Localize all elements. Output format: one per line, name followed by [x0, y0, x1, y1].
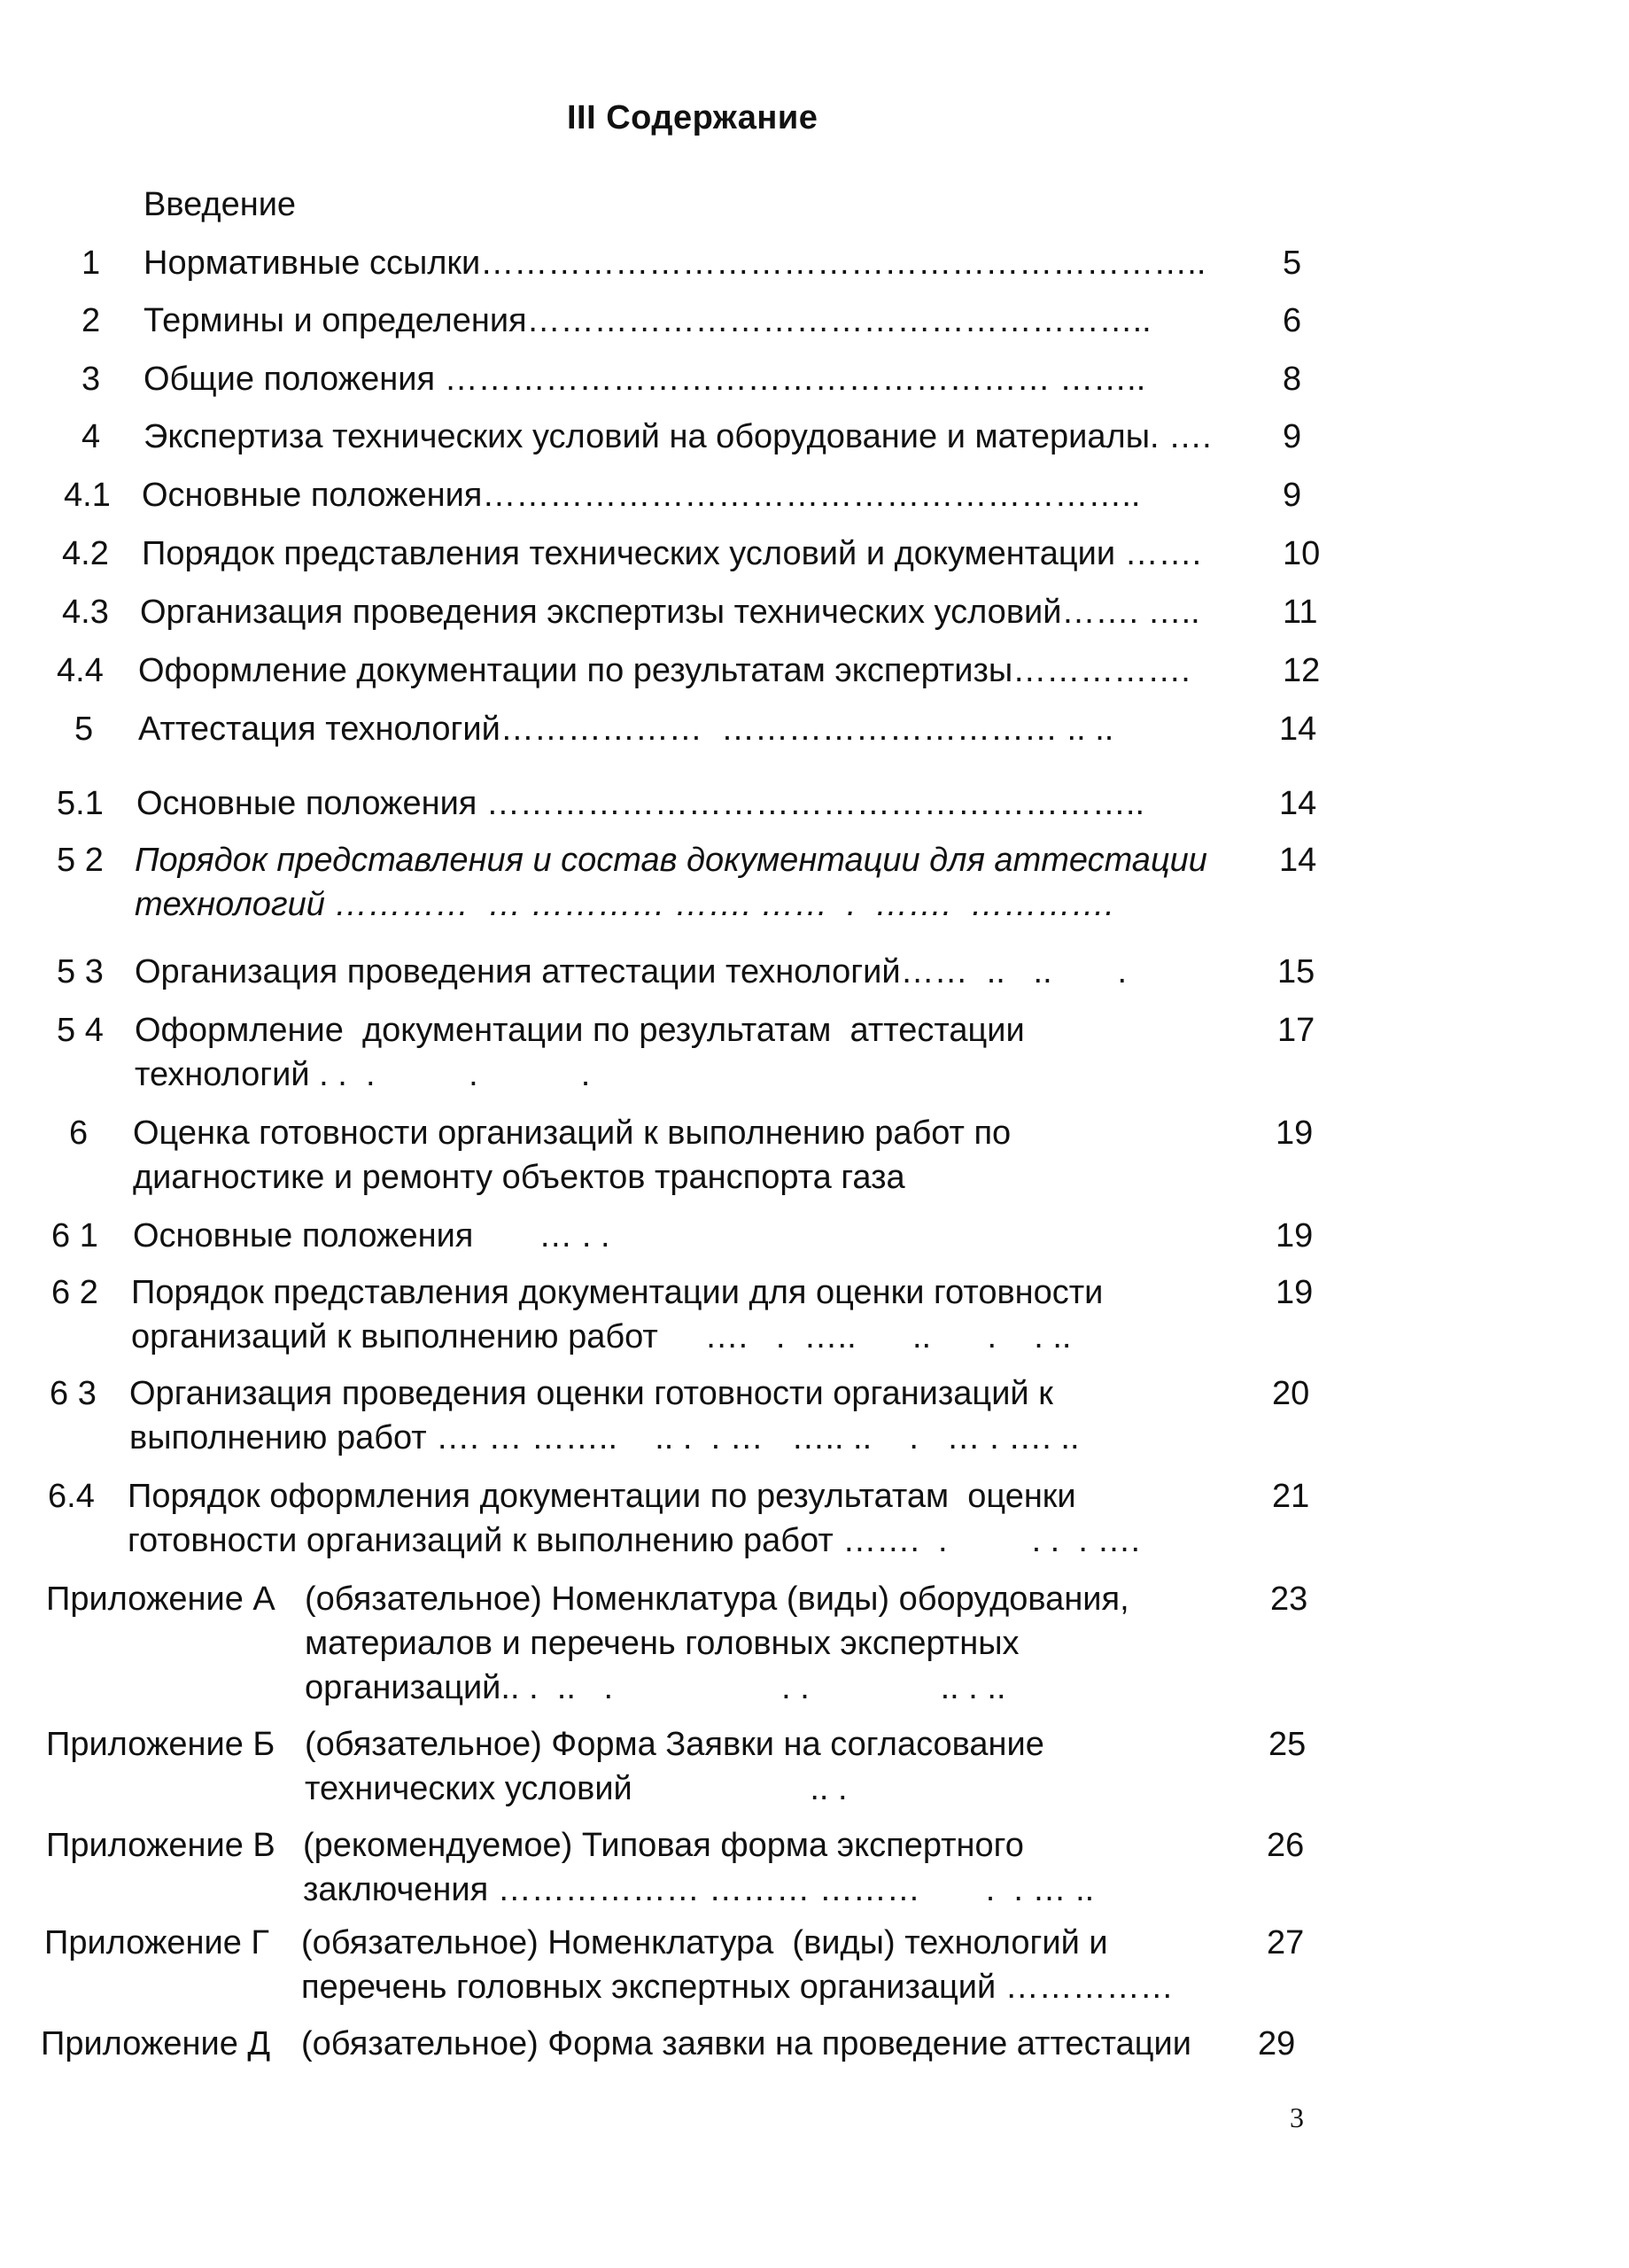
toc-entry-title: Термины и определения……………………………………………….. [144, 302, 1152, 339]
toc-entry-page: 15 [1277, 953, 1315, 990]
page-title: III Содержание [567, 99, 818, 136]
toc-entry-title: Оформление документации по результатам аттестации [135, 1012, 1025, 1049]
toc-entry-page: 26 [1267, 1827, 1305, 1864]
toc-entry-number: 6 [69, 1115, 89, 1152]
toc-entry-title: Общие положения ……………………………………………… …….. [144, 361, 1146, 398]
toc-entry-page: 19 [1276, 1115, 1314, 1152]
toc-entry-page: 14 [1279, 785, 1317, 822]
toc-entry-page: 9 [1283, 418, 1302, 455]
toc-entry-title: Порядок представления документации для оценки готовности [131, 1274, 1104, 1311]
toc-entry-number: Приложение А [46, 1581, 275, 1618]
toc-entry-number: 1 [81, 245, 101, 282]
toc-entry-page: 23 [1270, 1581, 1308, 1618]
toc-entry-title: перечень головных экспертных организаций …………… [301, 1969, 1174, 2006]
toc-entry-page: 6 [1283, 302, 1302, 339]
toc-entry-page: 19 [1276, 1274, 1314, 1311]
toc-entry-page: 12 [1283, 652, 1321, 689]
toc-entry-title: (обязательное) Номенклатура (виды) оборудования, [305, 1581, 1129, 1618]
toc-entry-title: Организация проведения экспертизы технических условий……. ….. [140, 594, 1200, 631]
toc-entry-number: 4 [81, 418, 101, 455]
toc-entry-number: 5 4 [57, 1012, 104, 1049]
toc-entry-title: Порядок представления технических условий и документации ……. [142, 535, 1202, 572]
toc-entry-title: материалов и перечень головных экспертных [305, 1625, 1020, 1662]
toc-entry-title: заключения ……………… ……… ……… . . … .. [303, 1871, 1095, 1908]
toc-entry-page: 29 [1258, 2025, 1296, 2062]
toc-entry-number: Приложение Г [44, 1924, 270, 1961]
toc-entry-page: 5 [1283, 245, 1302, 282]
toc-entry-title: организаций к выполнению работ …. . ….. .. . . .. [131, 1318, 1072, 1355]
toc-entry-number: 5 2 [57, 842, 104, 879]
toc-intro [144, 183, 296, 227]
toc-entry-number: 4.4 [57, 652, 104, 689]
toc-entry-page: 9 [1283, 477, 1302, 514]
toc-entry-title: (обязательное) Форма заявки на проведение аттестации [301, 2025, 1191, 2062]
toc-entry-page: 14 [1279, 711, 1317, 748]
toc-entry-number: Приложение Б [46, 1726, 275, 1763]
toc-entry-page: 17 [1277, 1012, 1315, 1049]
toc-entry-number: 5 [74, 711, 94, 748]
toc-entry-page: 19 [1276, 1217, 1314, 1254]
toc-entry-title: Основные положения ………………………………………………….. [136, 785, 1145, 822]
toc-entry-number: 3 [81, 361, 101, 398]
toc-entry-title: Аттестация технологий……………… ………………………… .. .. [138, 711, 1114, 748]
toc-entry-title: готовности организаций к выполнению работ ……. . . . . …. [128, 1522, 1141, 1559]
toc-entry-number: 4.2 [62, 535, 109, 572]
toc-entry-number: 6 2 [51, 1274, 98, 1311]
toc-entry-title: Основные положения … . . [133, 1217, 610, 1254]
toc-entry-title: технологий ………… … ………… ……. …… . ……. …………. [135, 886, 1114, 923]
toc-entry-title: Порядок оформления документации по результатам оценки [128, 1478, 1076, 1515]
toc-entry-title: Оформление документации по результатам экспертизы……………. [138, 652, 1191, 689]
toc-entry-number: 5 3 [57, 953, 104, 990]
page-number: 3 [1290, 2101, 1304, 2133]
toc-entry-title: Организация проведения оценки готовности организаций к [129, 1375, 1053, 1412]
toc-entry-title: диагностике и ремонту объектов транспорта газа [133, 1159, 905, 1196]
toc-entry-number: 6 1 [51, 1217, 98, 1254]
toc-entry-page: 11 [1283, 594, 1318, 631]
toc-entry-number: 6.4 [48, 1478, 95, 1515]
toc-entry-page: 14 [1279, 842, 1317, 879]
toc-entry-page: 10 [1283, 535, 1321, 572]
toc-entry-number: 5.1 [57, 785, 104, 822]
toc-entry-page: 21 [1272, 1478, 1310, 1515]
toc-entry-title: организаций.. . .. . . . .. . .. [305, 1669, 1006, 1706]
toc-entry-title: (обязательное) Номенклатура (виды) технологий и [301, 1924, 1108, 1961]
toc-entry-title: Организация проведения аттестации технологий…… .. .. . [135, 953, 1128, 990]
toc-entry-number: 4.1 [64, 477, 111, 514]
toc-entry-number: Приложение В [46, 1827, 275, 1864]
toc-entry-number: Приложение Д [41, 2025, 271, 2062]
toc-entry-title: Основные положения………………………………………………….. [142, 477, 1141, 514]
toc-entry-title: технических условий .. . [305, 1770, 848, 1807]
toc-entry-number: 4.3 [62, 594, 109, 631]
toc-entry-title: Нормативные ссылки……………………………………………………….. [144, 245, 1206, 282]
toc-entry-title: Оценка готовности организаций к выполнению работ по [133, 1115, 1012, 1152]
toc-entry-title: Порядок представления и состав документации для аттестации [135, 842, 1207, 879]
toc-entry-title: выполнению работ …. … …….. .. . . … ….. .. . … . …. .. [129, 1419, 1080, 1456]
toc-entry-page: 20 [1272, 1375, 1310, 1412]
toc-entry-title: (рекомендуемое) Типовая форма экспертного [303, 1827, 1024, 1864]
toc-entry-page: 8 [1283, 361, 1302, 398]
toc-entry-page: 27 [1267, 1924, 1305, 1961]
toc-entry-title: (обязательное) Форма Заявки на согласование [305, 1726, 1044, 1763]
toc-entry-number: 2 [81, 302, 101, 339]
toc-entry-number: 6 3 [50, 1375, 97, 1412]
toc-entry-title: Экспертиза технических условий на оборудование и материалы. …. [144, 418, 1212, 455]
toc-intro-text: Введение [144, 186, 297, 223]
toc-entry-title: технологий . . . . . [135, 1056, 591, 1093]
toc-entry-page: 25 [1268, 1726, 1307, 1763]
